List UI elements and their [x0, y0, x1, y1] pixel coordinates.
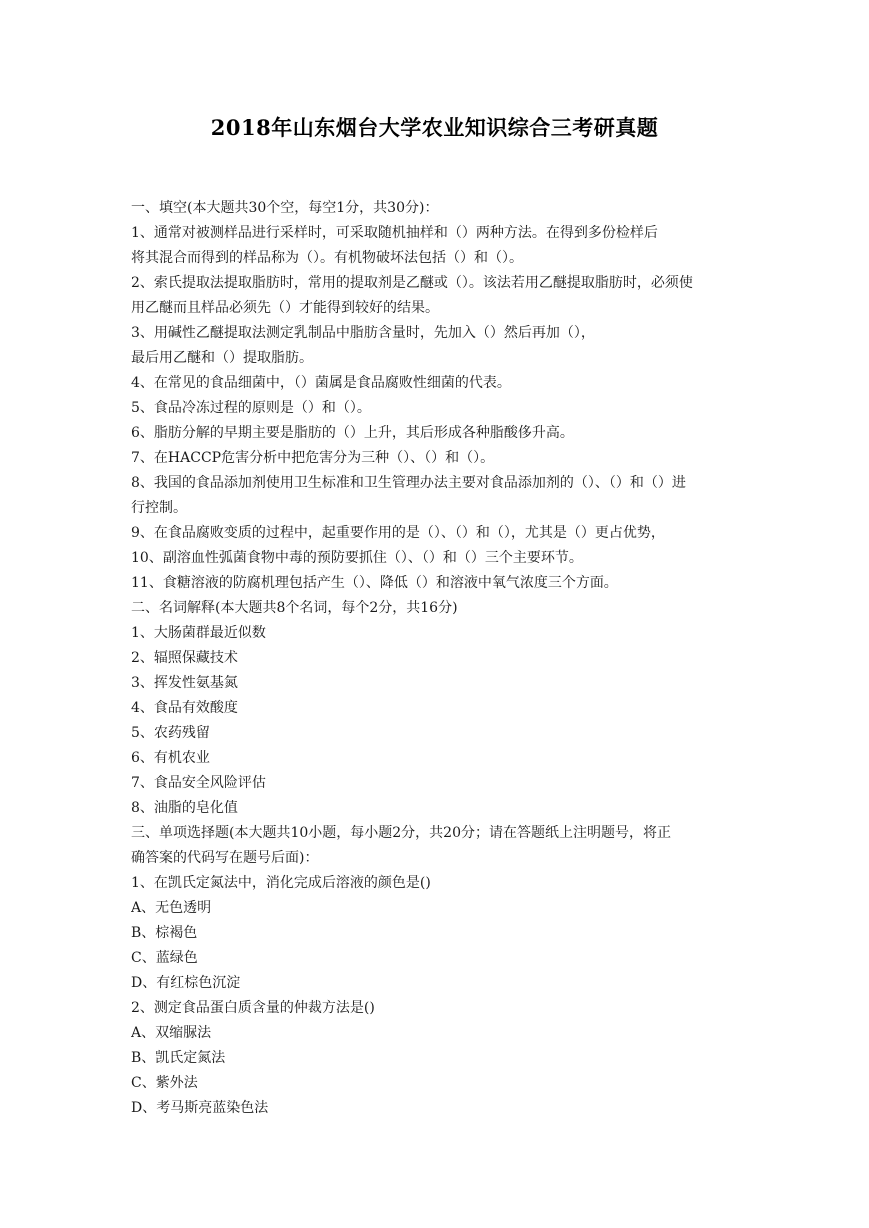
- question-line: 2、测定食品蛋白质含量的仲裁方法是(): [131, 1000, 375, 1016]
- text-line: 2、辐照保藏技术: [131, 650, 238, 666]
- option-line: C、蓝绿色: [131, 950, 198, 966]
- option-line: D、有红棕色沉淀: [131, 975, 241, 991]
- text-line: 11、食糖溶液的防腐机理包括产生（）、降低（）和溶液中氧气浓度三个方面。: [131, 575, 618, 591]
- text-line: 9、在食品腐败变质的过程中，起重要作用的是（）、（）和（），尤其是（）更占优势，: [131, 525, 665, 541]
- text-line: 2、索氏提取法提取脂肪时，常用的提取剂是乙醚或（）。该法若用乙醚提取脂肪时，必须使: [131, 275, 693, 291]
- text-line: 5、农药残留: [131, 725, 210, 741]
- text-line: 4、在常见的食品细菌中，（）菌属是食品腐败性细菌的代表。: [131, 375, 511, 391]
- page-title: 2018年山东烟台大学农业知识综合三考研真题: [210, 115, 659, 140]
- section-heading-fill-in: 一、填空(本大题共30个空，每空1分，共30分)：: [131, 200, 439, 216]
- option-line: D、考马斯亮蓝染色法: [131, 1100, 269, 1116]
- text-line: 用乙醚而且样品必须先（）才能得到较好的结果。: [131, 300, 439, 316]
- text-line: 3、用碱性乙醚提取法测定乳制品中脂肪含量时，先加入（）然后再加（），: [131, 325, 595, 341]
- text-line: 将其混合而得到的样品称为（）。有机物破坏法包括（）和（）。: [131, 250, 523, 266]
- text-line: 7、食品安全风险评估: [131, 775, 266, 791]
- text-line: 10、副溶血性弧菌食物中毒的预防要抓住（）、（）和（）三个主要环节。: [131, 550, 583, 566]
- text-line: 8、我国的食品添加剂使用卫生标准和卫生管理办法主要对食品添加剂的（）、（）和（）进: [131, 475, 686, 491]
- text-line: 1、大肠菌群最近似数: [131, 625, 266, 641]
- text-line: 4、食品有效酸度: [131, 700, 238, 716]
- document-body: [131, 196, 743, 1121]
- section-heading-definitions: 二、名词解释(本大题共8个名词，每个2分，共16分): [131, 600, 458, 616]
- option-line: B、凯氏定氮法: [131, 1050, 226, 1066]
- text-line: 1、通常对被测样品进行采样时，可采取随机抽样和（）两种方法。在得到多份检样后: [131, 225, 658, 241]
- text-line: 最后用乙醚和（）提取脂肪。: [131, 350, 313, 366]
- text-line: 行控制。: [131, 500, 187, 516]
- option-line: A、无色透明: [131, 900, 212, 916]
- section-heading-multiple-choice: 三、单项选择题(本大题共10小题，每小题2分，共20分；请在答题纸上注明题号，将正: [131, 825, 671, 841]
- text-line: 5、食品冷冻过程的原则是（）和（）。: [131, 400, 371, 416]
- option-line: C、紫外法: [131, 1075, 198, 1091]
- text-line: 7、在HACCP危害分析中把危害分为三种（）、（）和（）。: [131, 450, 495, 466]
- option-line: A、双缩脲法: [131, 1025, 212, 1041]
- question-line: 1、在凯氏定氮法中，消化完成后溶液的颜色是(): [131, 875, 431, 891]
- text-line: 6、脂肪分解的早期主要是脂肪的（）上升，其后形成各种脂酸侈升高。: [131, 425, 574, 441]
- text-line: 6、有机农业: [131, 750, 210, 766]
- text-line: 8、油脂的皂化值: [131, 800, 238, 816]
- text-line: 3、挥发性氨基氮: [131, 675, 238, 691]
- option-line: B、棕褐色: [131, 925, 198, 941]
- text-line: 确答案的代码写在题号后面)：: [131, 850, 319, 866]
